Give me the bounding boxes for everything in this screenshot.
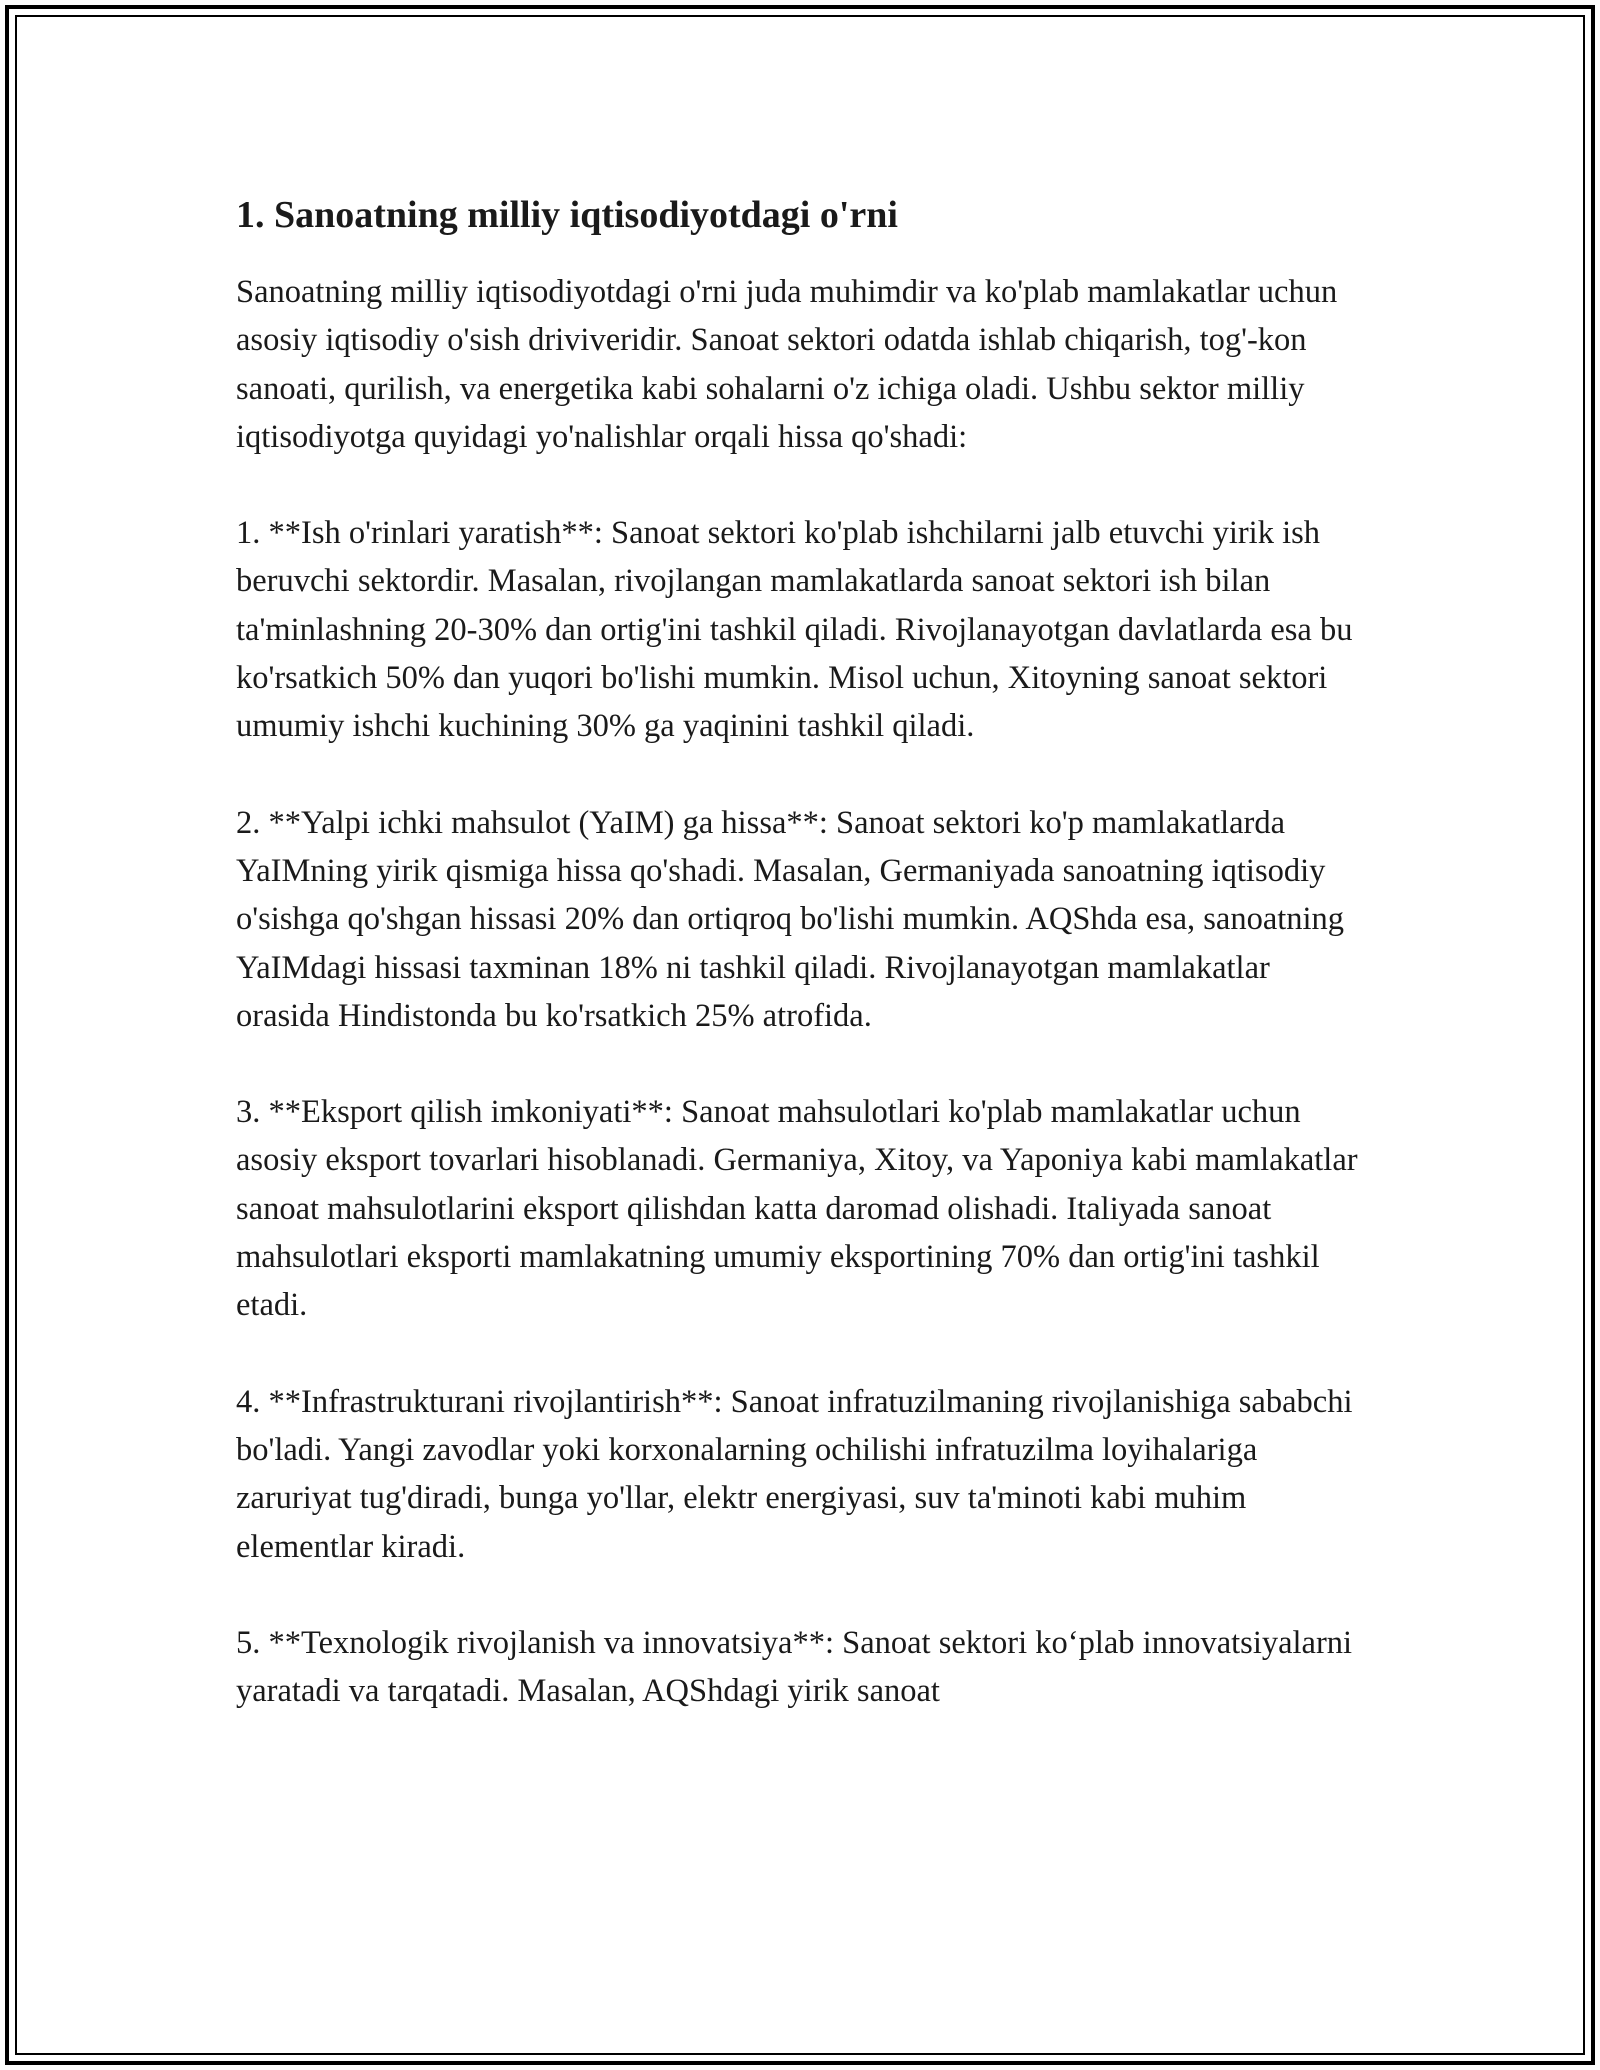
section-title: 1. Sanoatning milliy iqtisodiyotdagi o'rni [236,194,898,236]
list-item-gdp: 2. **Yalpi ichki mahsulot (YaIM) ga hissa**: Sanoat sektori ko'p mamlakatlarda YaIMning yirik qismiga hissa qo'shadi. Masalan, Germaniyada sanoatning iqtisodiy o'sishga qo'shgan hissasi 20% dan ortiqroq bo'lishi mumkin. AQShda esa, sanoatning YaIMdagi hissasi taxminan 18% ni tashkil qiladi. Rivojlanayotgan mamlakatlar orasida Hindistonda bu ko'rsatkich 25% atrofida. [236,804,1345,1034]
document-body [236,188,1364,1763]
list-item-jobs: 1. **Ish o'rinlari yaratish**: Sanoat sektori ko'plab ishchilarni jalb etuvchi yirik ish beruvchi sektordir. Masalan, rivojlangan mamlakatlarda sanoat sektori ish bilan ta'minlashning 20-30% dan ortig'ini tashkil qiladi. Rivojlanayotgan davlatlarda esa bu ko'rsatkich 50% dan yuqori bo'lishi mumkin. Misol uchun, Xitoyning sanoat sektori umumiy ishchi kuchining 30% ga yaqinini tashkil qiladi. [236,515,1353,745]
list-item-technology: 5. **Texnologik rivojlanish va innovatsiya**: Sanoat sektori ko‘plab innovatsiyalarni yaratadi va tarqatadi. Masalan, AQShdagi yirik sanoat [236,1624,1353,1710]
list-item-infrastructure: 4. **Infrastrukturani rivojlantirish**: Sanoat infratuzilmaning rivojlanishiga sababchi bo'ladi. Yangi zavodlar yoki korxonalarning ochilishi infratuzilma loyihalariga zaruriyat tug'diradi, bunga yo'llar, elektr energiyasi, suv ta'minoti kabi muhim elementlar kiradi. [236,1383,1353,1565]
list-item-export: 3. **Eksport qilish imkoniyati**: Sanoat mahsulotlari ko'plab mamlakatlar uchun asosiy eksport tovarlari hisoblanadi. Germaniya, Xitoy, va Yaponiya kabi mamlakatlar sanoat mahsulotlarini eksport qilishdan katta daromad olishadi. Italiyada sanoat mahsulotlari eksporti mamlakatning umumiy eksportining 70% dan ortig'ini tashkil etadi. [236,1094,1358,1324]
intro-paragraph: Sanoatning milliy iqtisodiyotdagi o'rni juda muhimdir va ko'plab mamlakatlar uchun asosiy iqtisodiy o'sish driviveridir. Sanoat sektori odatda ishlab chiqarish, tog'-kon sanoati, qurilish, va energetika kabi sohalarni o'z ichiga oladi. Ushbu sektor milliy iqtisodiyotga quyidagi yo'nalishlar orqali hissa qo'shadi: [236,274,1338,455]
